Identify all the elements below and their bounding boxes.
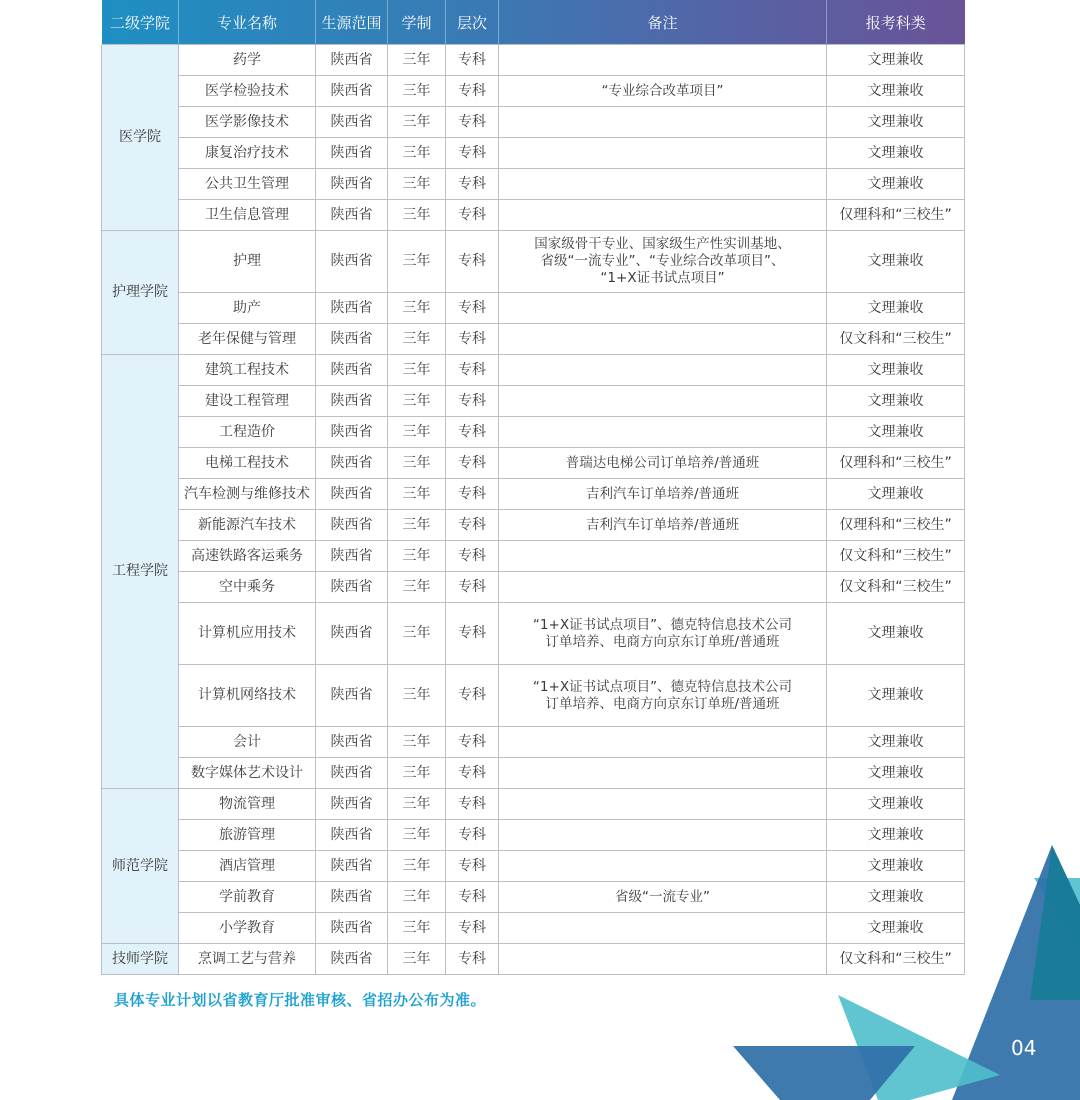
subject-cell: 文理兼收	[827, 727, 965, 758]
source-cell: 陕西省	[316, 417, 388, 448]
level-cell: 专科	[446, 324, 499, 355]
note-cell	[499, 200, 827, 231]
table-row	[102, 851, 965, 882]
major-cell: 新能源汽车技术	[179, 510, 316, 541]
major-cell: 电梯工程技术	[179, 448, 316, 479]
duration-cell: 三年	[388, 169, 446, 200]
level-cell: 专科	[446, 76, 499, 107]
source-cell: 陕西省	[316, 572, 388, 603]
source-cell: 陕西省	[316, 45, 388, 76]
subject-cell: 仅文科和“三校生”	[827, 572, 965, 603]
source-cell: 陕西省	[316, 76, 388, 107]
level-cell: 专科	[446, 665, 499, 727]
table-row	[102, 107, 965, 138]
note-cell	[499, 479, 827, 510]
page-number: 04	[1011, 1036, 1037, 1060]
duration-cell: 三年	[388, 727, 446, 758]
note-cell	[499, 789, 827, 820]
duration-cell: 三年	[388, 851, 446, 882]
major-cell: 护理	[179, 231, 316, 293]
source-cell: 陕西省	[316, 913, 388, 944]
major-cell: 高速铁路客运乘务	[179, 541, 316, 572]
note-line: “专业综合改革项目”	[601, 82, 724, 99]
source-cell: 陕西省	[316, 231, 388, 293]
duration-cell: 三年	[388, 665, 446, 727]
subject-cell: 文理兼收	[827, 758, 965, 789]
major-cell: 旅游管理	[179, 820, 316, 851]
table-row	[102, 448, 965, 479]
source-cell: 陕西省	[316, 727, 388, 758]
major-cell: 工程造价	[179, 417, 316, 448]
level-cell: 专科	[446, 293, 499, 324]
level-cell: 专科	[446, 789, 499, 820]
note-line: 普瑞达电梯公司订单培养/普通班	[565, 454, 760, 471]
table-row	[102, 789, 965, 820]
note-line: 订单培养、电商方向京东订单班/普通班	[545, 695, 780, 712]
source-cell: 陕西省	[316, 944, 388, 975]
subject-cell: 文理兼收	[827, 603, 965, 665]
table-row	[102, 727, 965, 758]
level-cell: 专科	[446, 107, 499, 138]
table-row	[102, 355, 965, 386]
subject-cell: 文理兼收	[827, 231, 965, 293]
source-cell: 陕西省	[316, 448, 388, 479]
note-cell	[499, 882, 827, 913]
subject-cell: 文理兼收	[827, 479, 965, 510]
level-cell: 专科	[446, 758, 499, 789]
note-cell	[499, 944, 827, 975]
note-cell	[499, 138, 827, 169]
source-cell: 陕西省	[316, 882, 388, 913]
major-cell: 药学	[179, 45, 316, 76]
major-cell: 康复治疗技术	[179, 138, 316, 169]
major-cell: 计算机应用技术	[179, 603, 316, 665]
source-cell: 陕西省	[316, 324, 388, 355]
table-row	[102, 944, 965, 975]
subject-cell: 仅理科和“三校生”	[827, 510, 965, 541]
note-cell	[499, 665, 827, 727]
note-cell	[499, 541, 827, 572]
subject-cell: 文理兼收	[827, 293, 965, 324]
level-cell: 专科	[446, 541, 499, 572]
subject-cell: 文理兼收	[827, 45, 965, 76]
duration-cell: 三年	[388, 944, 446, 975]
header-duration: 学制	[388, 0, 446, 45]
major-cell: 卫生信息管理	[179, 200, 316, 231]
note-cell	[499, 572, 827, 603]
header-college: 二级学院	[102, 0, 179, 45]
duration-cell: 三年	[388, 200, 446, 231]
subject-cell: 文理兼收	[827, 107, 965, 138]
duration-cell: 三年	[388, 45, 446, 76]
duration-cell: 三年	[388, 417, 446, 448]
level-cell: 专科	[446, 479, 499, 510]
source-cell: 陕西省	[316, 541, 388, 572]
subject-cell: 仅理科和“三校生”	[827, 448, 965, 479]
note-cell	[499, 293, 827, 324]
subject-cell: 文理兼收	[827, 76, 965, 107]
major-cell: 学前教育	[179, 882, 316, 913]
subject-cell: 仅文科和“三校生”	[827, 324, 965, 355]
major-cell: 烹调工艺与营养	[179, 944, 316, 975]
duration-cell: 三年	[388, 324, 446, 355]
major-cell: 物流管理	[179, 789, 316, 820]
note-cell	[499, 107, 827, 138]
subject-cell: 仅理科和“三校生”	[827, 200, 965, 231]
major-cell: 酒店管理	[179, 851, 316, 882]
major-cell: 医学检验技术	[179, 76, 316, 107]
college-cell: 护理学院	[102, 231, 179, 355]
note-cell	[499, 603, 827, 665]
source-cell: 陕西省	[316, 603, 388, 665]
major-cell: 老年保健与管理	[179, 324, 316, 355]
duration-cell: 三年	[388, 231, 446, 293]
note-cell	[499, 851, 827, 882]
note-cell	[499, 386, 827, 417]
duration-cell: 三年	[388, 448, 446, 479]
note-cell	[499, 169, 827, 200]
table-row	[102, 882, 965, 913]
level-cell: 专科	[446, 200, 499, 231]
college-cell: 医学院	[102, 45, 179, 231]
duration-cell: 三年	[388, 820, 446, 851]
table-row	[102, 45, 965, 76]
source-cell: 陕西省	[316, 789, 388, 820]
duration-cell: 三年	[388, 789, 446, 820]
header-level: 层次	[446, 0, 499, 45]
note-cell	[499, 913, 827, 944]
note-line: 国家级骨干专业、国家级生产性实训基地、	[534, 236, 791, 252]
header-note: 备注	[499, 0, 827, 45]
duration-cell: 三年	[388, 603, 446, 665]
duration-cell: 三年	[388, 76, 446, 107]
subject-cell: 文理兼收	[827, 386, 965, 417]
level-cell: 专科	[446, 417, 499, 448]
note-line: 吉利汽车订单培养/普通班	[585, 516, 740, 533]
subject-cell: 文理兼收	[827, 169, 965, 200]
source-cell: 陕西省	[316, 820, 388, 851]
note-cell	[499, 76, 827, 107]
table-row	[102, 200, 965, 231]
note-cell	[499, 820, 827, 851]
note-cell	[499, 758, 827, 789]
duration-cell: 三年	[388, 138, 446, 169]
level-cell: 专科	[446, 882, 499, 913]
subject-cell: 文理兼收	[827, 851, 965, 882]
table-row	[102, 76, 965, 107]
level-cell: 专科	[446, 169, 499, 200]
level-cell: 专科	[446, 355, 499, 386]
note-line: “1+X证书试点项目”、德克特信息技术公司	[532, 616, 793, 633]
note-line: 订单培养、电商方向京东订单班/普通班	[545, 633, 780, 650]
major-cell: 建设工程管理	[179, 386, 316, 417]
table-row	[102, 541, 965, 572]
subject-cell: 仅文科和“三校生”	[827, 541, 965, 572]
source-cell: 陕西省	[316, 510, 388, 541]
note-line: “1+X证书试点项目”、德克特信息技术公司	[532, 678, 793, 695]
header-row	[102, 0, 965, 45]
footnote: 具体专业计划以省教育厅批准审核、省招办公布为准。	[114, 991, 487, 1009]
table-row	[102, 510, 965, 541]
source-cell: 陕西省	[316, 758, 388, 789]
duration-cell: 三年	[388, 758, 446, 789]
duration-cell: 三年	[388, 479, 446, 510]
source-cell: 陕西省	[316, 386, 388, 417]
header-source: 生源范围	[316, 0, 388, 45]
major-cell: 公共卫生管理	[179, 169, 316, 200]
source-cell: 陕西省	[316, 293, 388, 324]
table-body	[102, 45, 965, 975]
major-cell: 小学教育	[179, 913, 316, 944]
level-cell: 专科	[446, 572, 499, 603]
level-cell: 专科	[446, 851, 499, 882]
table-row	[102, 386, 965, 417]
duration-cell: 三年	[388, 386, 446, 417]
level-cell: 专科	[446, 603, 499, 665]
note-cell	[499, 727, 827, 758]
table-row	[102, 169, 965, 200]
table-row	[102, 417, 965, 448]
header-major: 专业名称	[179, 0, 316, 45]
table-row	[102, 293, 965, 324]
note-line: 省级“一流专业”	[615, 888, 710, 905]
duration-cell: 三年	[388, 572, 446, 603]
note-cell	[499, 231, 827, 293]
table-row	[102, 913, 965, 944]
source-cell: 陕西省	[316, 107, 388, 138]
subject-cell: 文理兼收	[827, 789, 965, 820]
subject-cell: 文理兼收	[827, 882, 965, 913]
note-line: 省级“一流专业”、“专业综合改革项目”、	[540, 253, 785, 269]
subject-cell: 文理兼收	[827, 820, 965, 851]
table-row	[102, 231, 965, 293]
note-cell	[499, 355, 827, 386]
level-cell: 专科	[446, 45, 499, 76]
duration-cell: 三年	[388, 541, 446, 572]
duration-cell: 三年	[388, 293, 446, 324]
source-cell: 陕西省	[316, 851, 388, 882]
level-cell: 专科	[446, 820, 499, 851]
subject-cell: 仅文科和“三校生”	[827, 944, 965, 975]
duration-cell: 三年	[388, 882, 446, 913]
header-subject: 报考科类	[827, 0, 965, 45]
note-cell	[499, 45, 827, 76]
major-cell: 医学影像技术	[179, 107, 316, 138]
college-cell: 工程学院	[102, 355, 179, 789]
table-header	[102, 0, 965, 45]
duration-cell: 三年	[388, 510, 446, 541]
source-cell: 陕西省	[316, 355, 388, 386]
subject-cell: 文理兼收	[827, 355, 965, 386]
level-cell: 专科	[446, 944, 499, 975]
duration-cell: 三年	[388, 355, 446, 386]
level-cell: 专科	[446, 727, 499, 758]
level-cell: 专科	[446, 138, 499, 169]
table-row	[102, 138, 965, 169]
major-cell: 空中乘务	[179, 572, 316, 603]
level-cell: 专科	[446, 448, 499, 479]
subject-cell: 文理兼收	[827, 665, 965, 727]
note-cell	[499, 417, 827, 448]
table-row	[102, 479, 965, 510]
major-cell: 助产	[179, 293, 316, 324]
duration-cell: 三年	[388, 913, 446, 944]
source-cell: 陕西省	[316, 169, 388, 200]
major-cell: 汽车检测与维修技术	[179, 479, 316, 510]
table-row	[102, 665, 965, 727]
level-cell: 专科	[446, 386, 499, 417]
source-cell: 陕西省	[316, 138, 388, 169]
level-cell: 专科	[446, 913, 499, 944]
table-row	[102, 758, 965, 789]
source-cell: 陕西省	[316, 665, 388, 727]
note-cell	[499, 448, 827, 479]
level-cell: 专科	[446, 510, 499, 541]
table-row	[102, 820, 965, 851]
note-cell	[499, 324, 827, 355]
subject-cell: 文理兼收	[827, 138, 965, 169]
college-cell: 师范学院	[102, 789, 179, 944]
table-row	[102, 572, 965, 603]
source-cell: 陕西省	[316, 479, 388, 510]
table-row	[102, 324, 965, 355]
table-row	[102, 603, 965, 665]
major-cell: 计算机网络技术	[179, 665, 316, 727]
subject-cell: 文理兼收	[827, 913, 965, 944]
note-cell	[499, 510, 827, 541]
level-cell: 专科	[446, 231, 499, 293]
major-cell: 会计	[179, 727, 316, 758]
college-cell: 技师学院	[102, 944, 179, 975]
source-cell: 陕西省	[316, 200, 388, 231]
duration-cell: 三年	[388, 107, 446, 138]
subject-cell: 文理兼收	[827, 417, 965, 448]
note-line: 吉利汽车订单培养/普通班	[585, 485, 740, 502]
major-cell: 数字媒体艺术设计	[179, 758, 316, 789]
major-cell: 建筑工程技术	[179, 355, 316, 386]
note-line: “1+X证书试点项目”	[600, 270, 725, 286]
enrollment-table	[101, 0, 965, 975]
